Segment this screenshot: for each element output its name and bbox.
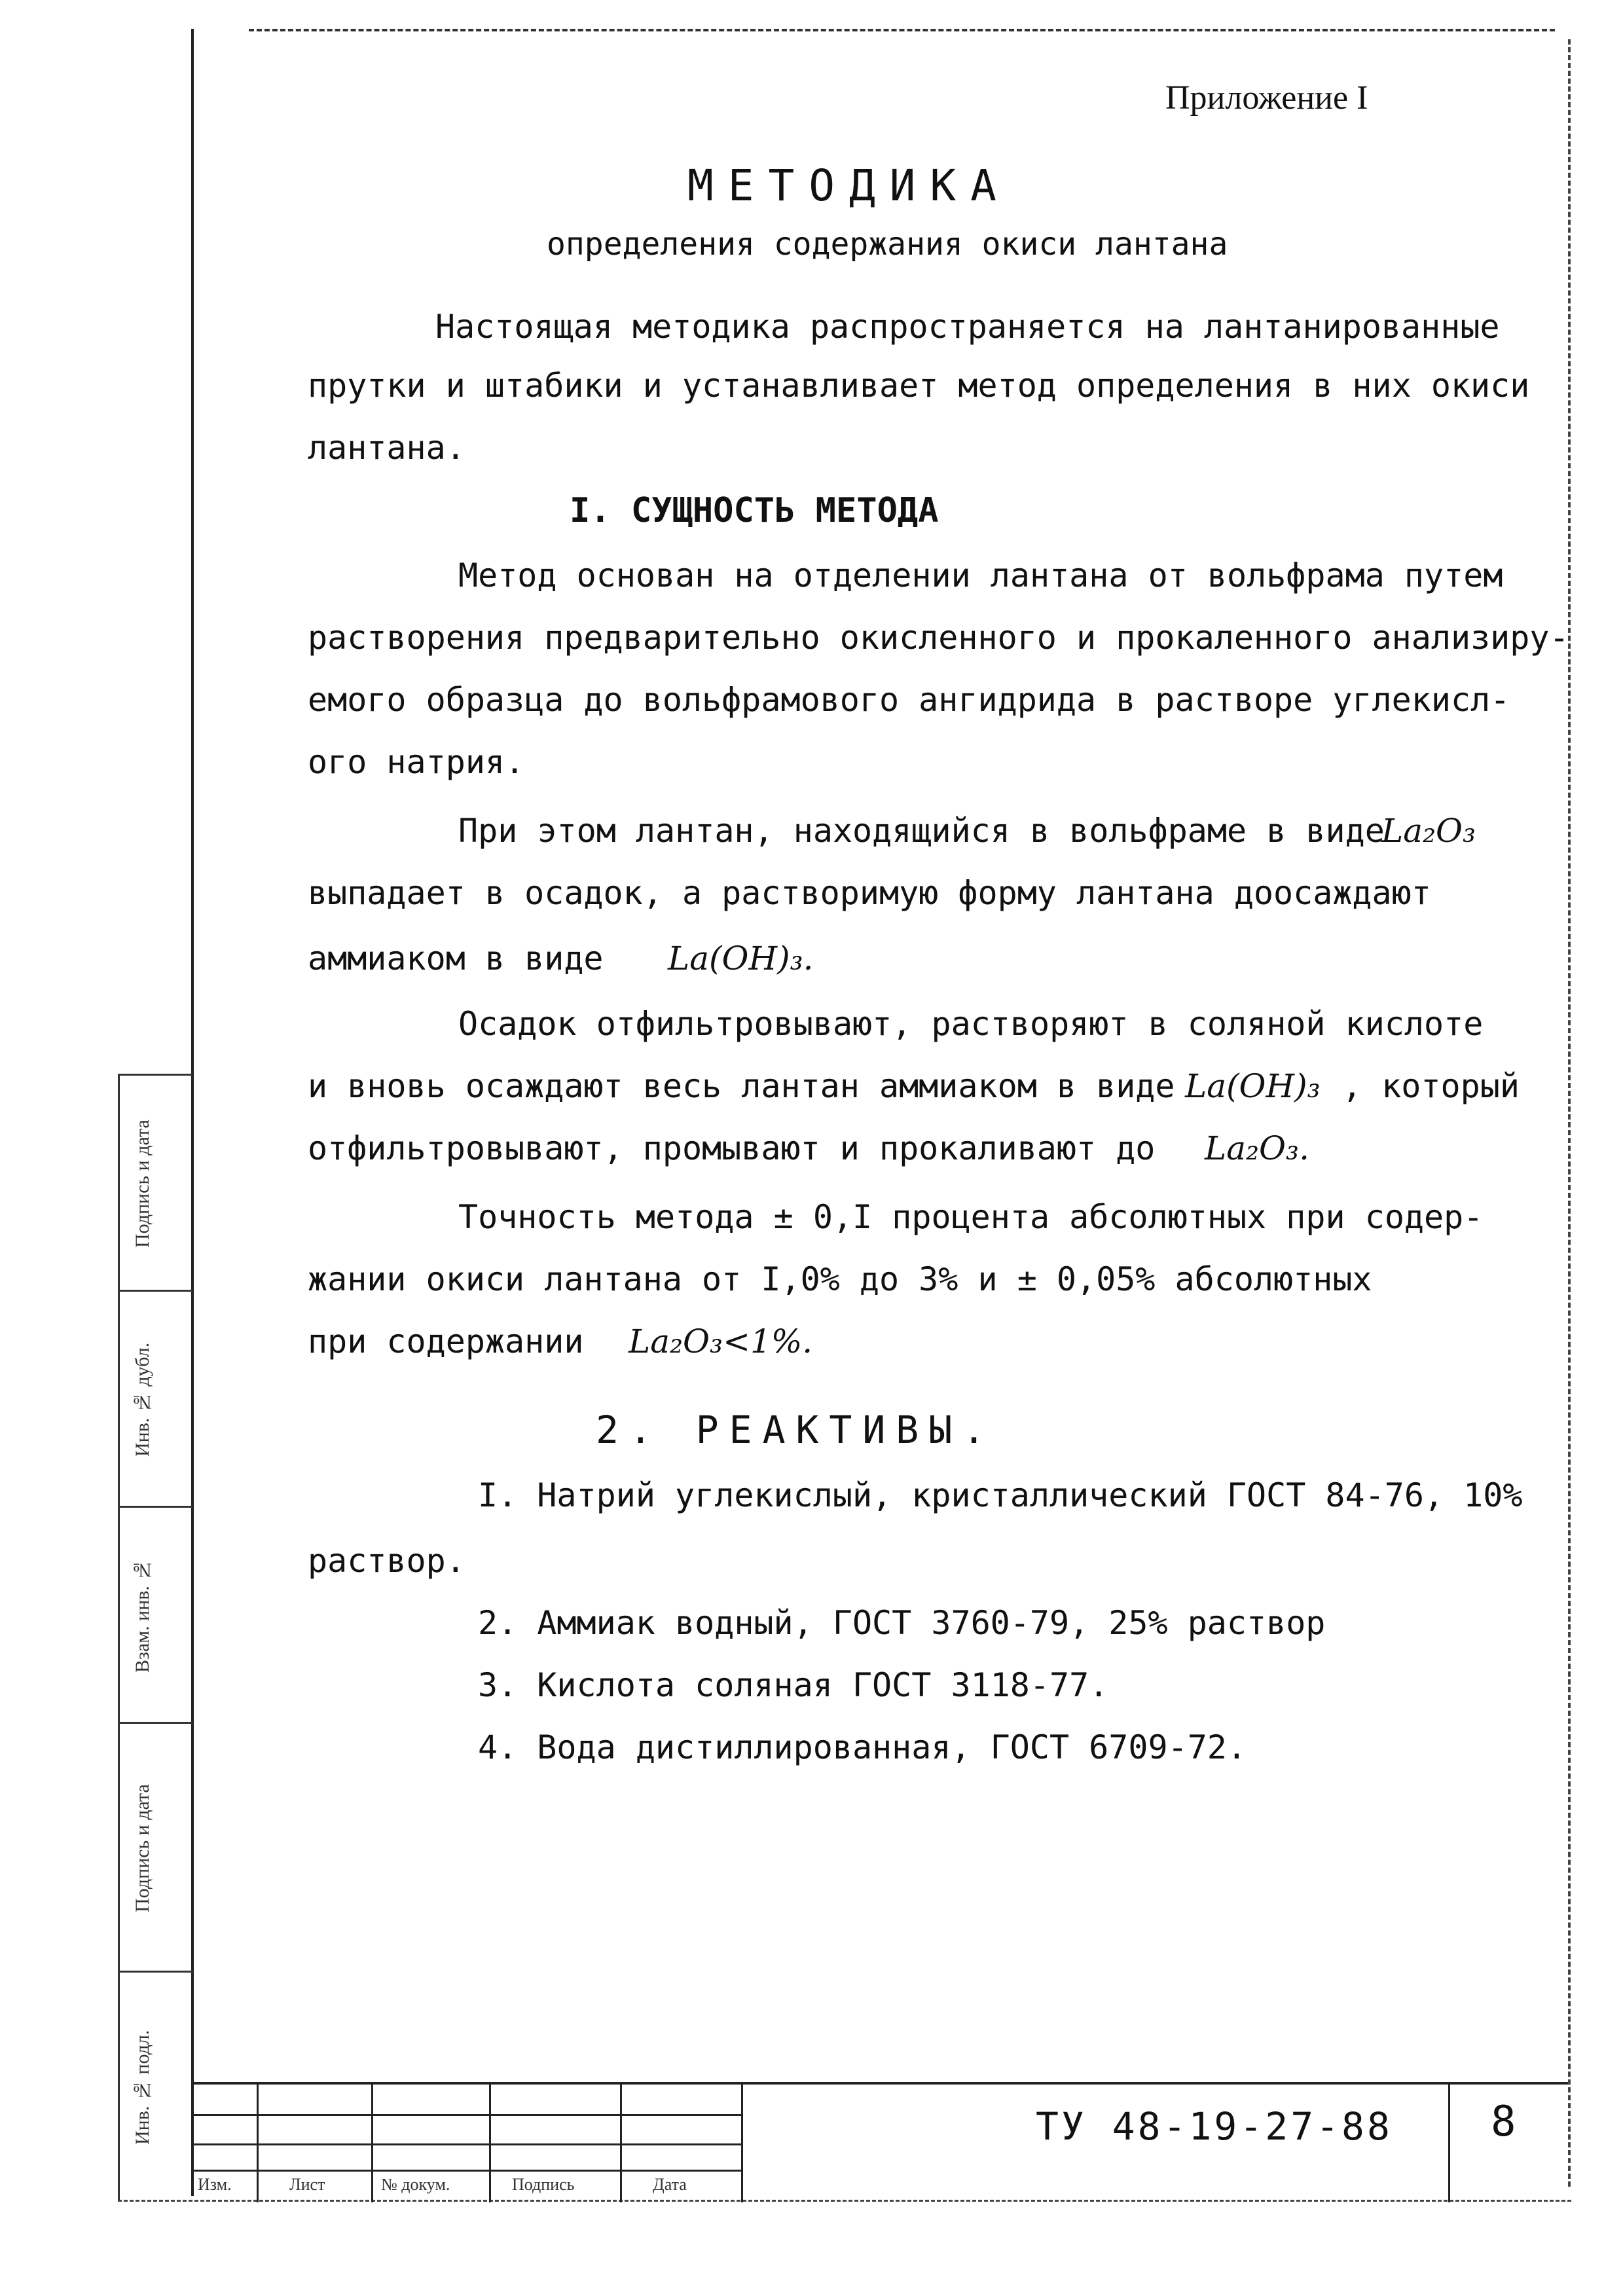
side-cell (120, 1074, 193, 1292)
stamp-column-label: № докум. (381, 2175, 450, 2194)
side-label: Подпись и дата (132, 1120, 153, 1248)
stamp-column-label: Лист (289, 2175, 325, 2194)
body-line: отфильтровывают, промывают и прокаливают до (308, 1129, 1156, 1167)
formula: La(OH)₃ (1185, 1067, 1321, 1105)
appendix-label: Приложение I (1165, 79, 1368, 117)
list-item: 3. Кислота соляная ГОСТ 3118-77. (478, 1666, 1109, 1704)
body-line: аммиаком в виде (308, 939, 604, 977)
body-line: при содержании (308, 1322, 584, 1360)
frame-top-border (249, 29, 1555, 31)
document-code: ТУ 48-19-27-88 (1036, 2104, 1393, 2149)
body-line: жании окиси лантана от I,0% до 3% и ± 0,05% абсолютных (308, 1260, 1372, 1298)
body-line: , который (1342, 1067, 1520, 1105)
side-cell (120, 1290, 193, 1508)
list-item: 2. Аммиак водный, ГОСТ 3760-79, 25% раствор (478, 1604, 1326, 1642)
formula: La₂O₃<1%. (629, 1322, 813, 1360)
frame-right-border (1568, 39, 1571, 2187)
intro-line: прутки и штабики и устанавливает метод определения в них окиси (308, 367, 1530, 405)
body-line: выпадает в осадок, а растворимую форму лантана доосаждают (308, 874, 1431, 912)
document-subtitle: определения содержания окиси лантана (547, 226, 1228, 263)
page-number: 8 (1491, 2098, 1516, 2146)
section-heading: I. СУЩНОСТЬ МЕТОДА (570, 491, 939, 530)
list-item: раствор. (308, 1542, 465, 1580)
stamp-column-label: Изм. (198, 2175, 232, 2194)
stamp-column-label: Дата (653, 2175, 687, 2194)
side-label: Взам. инв. № (132, 1559, 153, 1673)
side-cell (120, 1506, 193, 1724)
list-item: I. Натрий углекислый, кристаллический ГОСТ 84-76, 10% (478, 1476, 1523, 1514)
formula: La₂O₃. (1205, 1129, 1309, 1167)
body-line: Точность метода ± 0,I процента абсолютных при содер- (458, 1198, 1484, 1236)
body-line: и вновь осаждают весь лантан аммиаком в виде (308, 1067, 1175, 1105)
side-label: Инв. № дубл. (132, 1342, 153, 1457)
stamp-column-label: Подпись (512, 2175, 575, 2194)
title-block (191, 2082, 1568, 2202)
document-title: МЕТОДИКА (687, 160, 1011, 211)
intro-line: Настоящая методика распространяется на лантанированные (435, 308, 1500, 346)
side-cell (120, 1971, 193, 2202)
side-label: Инв. № подл. (132, 2030, 153, 2145)
side-label: Подпись и дата (132, 1784, 153, 1912)
list-item: 4. Вода дистиллированная, ГОСТ 6709-72. (478, 1728, 1247, 1766)
body-line: Метод основан на отделении лантана от вольфрама путем (458, 556, 1503, 594)
formula: La₂O₃ (1381, 812, 1476, 850)
body-line: ого натрия. (308, 743, 525, 781)
body-line: При этом лантан, находящийся в вольфраме в виде (458, 812, 1385, 850)
section-heading: 2. РЕАКТИВЫ. (596, 1408, 996, 1452)
side-stamp-strip (118, 1074, 193, 2200)
body-line: емого образца до вольфрамового ангидрида в растворе углекисл- (308, 681, 1510, 719)
side-cell (120, 1722, 193, 1973)
formula: La(OH)₃. (668, 939, 814, 977)
body-line: Осадок отфильтровывают, растворяют в соляной кислоте (458, 1005, 1484, 1043)
body-line: растворения предварительно окисленного и прокаленного анализиру- (308, 619, 1569, 657)
intro-line: лантана. (308, 429, 465, 467)
